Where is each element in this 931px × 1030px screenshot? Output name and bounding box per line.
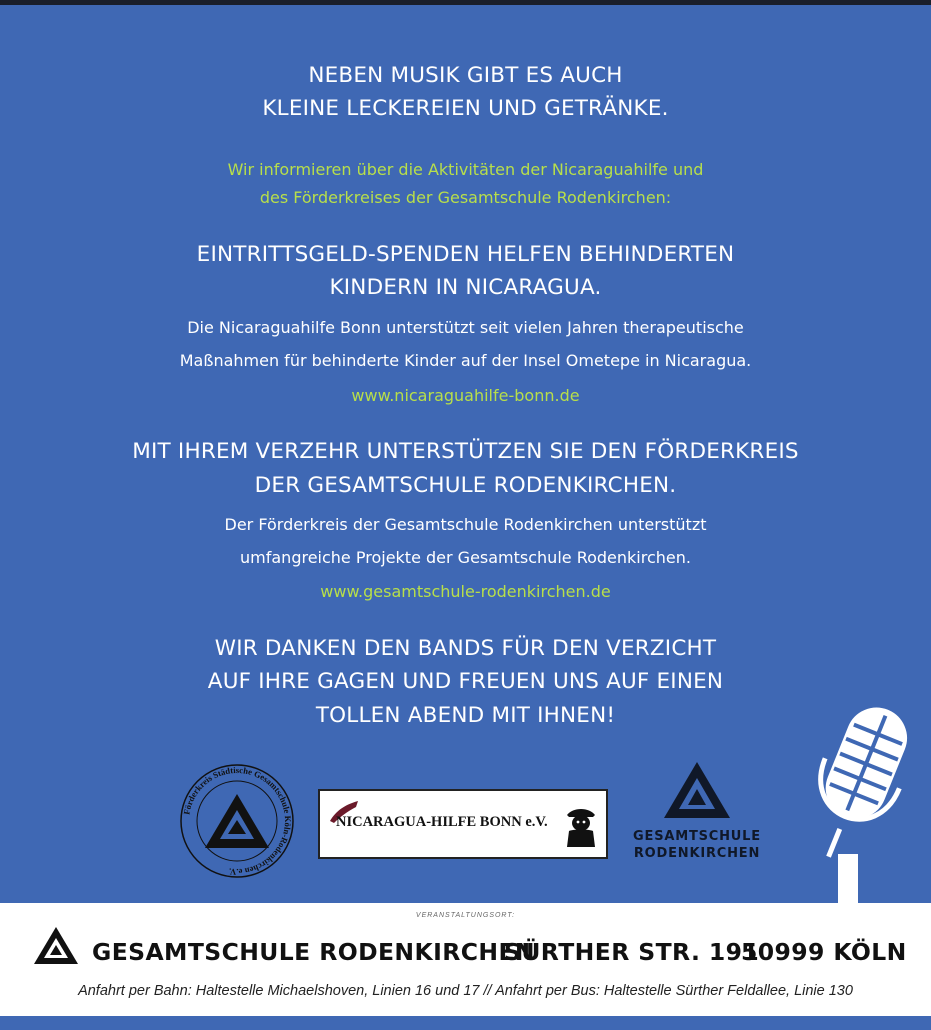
venue-city: 50999 KÖLN	[741, 938, 907, 966]
venue-directions: Anfahrt per Bahn: Haltestelle Michaelshoven, Linien 16 und 17 // Anfahrt per Bus: Haltestelle Sürther Feldallee, Linie 130	[78, 983, 853, 999]
info-text-line1: Wir informieren über die Aktivitäten der Nicaraguahilfe und	[227, 160, 704, 179]
foerderkreis-text-line2: umfangreiche Projekte der Gesamtschule Rodenkirchen.	[240, 548, 691, 567]
foerderkreis-text-line1: Der Förderkreis der Gesamtschule Rodenkirchen unterstützt	[224, 515, 707, 534]
intro-heading-line2: KLEINE LECKEREIEN UND GETRÄNKE.	[262, 96, 669, 121]
nicaragua-link[interactable]: www.nicaraguahilfe-bonn.de	[351, 386, 580, 405]
gesamtschule-logo-line1: GESAMTSCHULE	[633, 829, 761, 844]
nicaragua-text-line1: Die Nicaraguahilfe Bonn unterstützt seit vielen Jahren therapeutische	[187, 318, 744, 337]
nicaragua-hilfe-name: NICARAGUA-HILFE BONN e.V.	[336, 814, 548, 830]
microphone-icon	[786, 704, 916, 903]
foerderkreis-heading-line2: DER GESAMTSCHULE RODENKIRCHEN.	[254, 473, 677, 498]
venue-street: SÜRTHER STR. 191	[504, 938, 760, 966]
nicaragua-hilfe-logo	[318, 789, 608, 859]
seal-triangle-icon	[205, 794, 269, 848]
thanks-line3: TOLLEN ABEND MIT IHNEN!	[315, 703, 616, 728]
venue-triangle-logo-icon	[34, 927, 78, 965]
gesamtschule-logo-line2: RODENKIRCHEN	[633, 846, 761, 861]
bottom-strip	[0, 1016, 931, 1030]
nicaragua-heading-line1: EINTRITTSGELD-SPENDEN HELFEN BEHINDERTEN	[196, 242, 735, 267]
venue-name: GESAMTSCHULE RODENKIRCHEN	[92, 938, 535, 966]
intro-heading-line1: NEBEN MUSIK GIBT ES AUCH	[308, 63, 623, 88]
venue-label: VERANSTALTUNGSORT:	[415, 912, 516, 919]
seal-text: Förderkreis Städtische Gesamtschule Köln-Rodenkirchen e.V.	[181, 764, 294, 878]
thanks-line2: AUF IHRE GAGEN UND FREUEN UNS AUF EINEN	[207, 669, 724, 694]
nicaragua-text-line2: Maßnahmen für behinderte Kinder auf der Insel Ometepe in Nicaragua.	[179, 351, 752, 370]
foerderkreis-link[interactable]: www.gesamtschule-rodenkirchen.de	[320, 582, 611, 601]
sandino-silhouette-icon	[563, 801, 599, 847]
thanks-line1: WIR DANKEN DEN BANDS FÜR DEN VERZICHT	[214, 636, 717, 661]
foerderkreis-seal-logo	[178, 762, 296, 880]
nicaragua-heading-line2: KINDERN IN NICARAGUA.	[329, 275, 602, 300]
foerderkreis-heading-line1: MIT IHREM VERZEHR UNTERSTÜTZEN SIE DEN FÖRDERKREIS	[132, 439, 799, 464]
info-text-line2: des Förderkreises der Gesamtschule Rodenkirchen:	[259, 188, 672, 207]
gesamtschule-triangle-logo-icon	[664, 762, 730, 820]
